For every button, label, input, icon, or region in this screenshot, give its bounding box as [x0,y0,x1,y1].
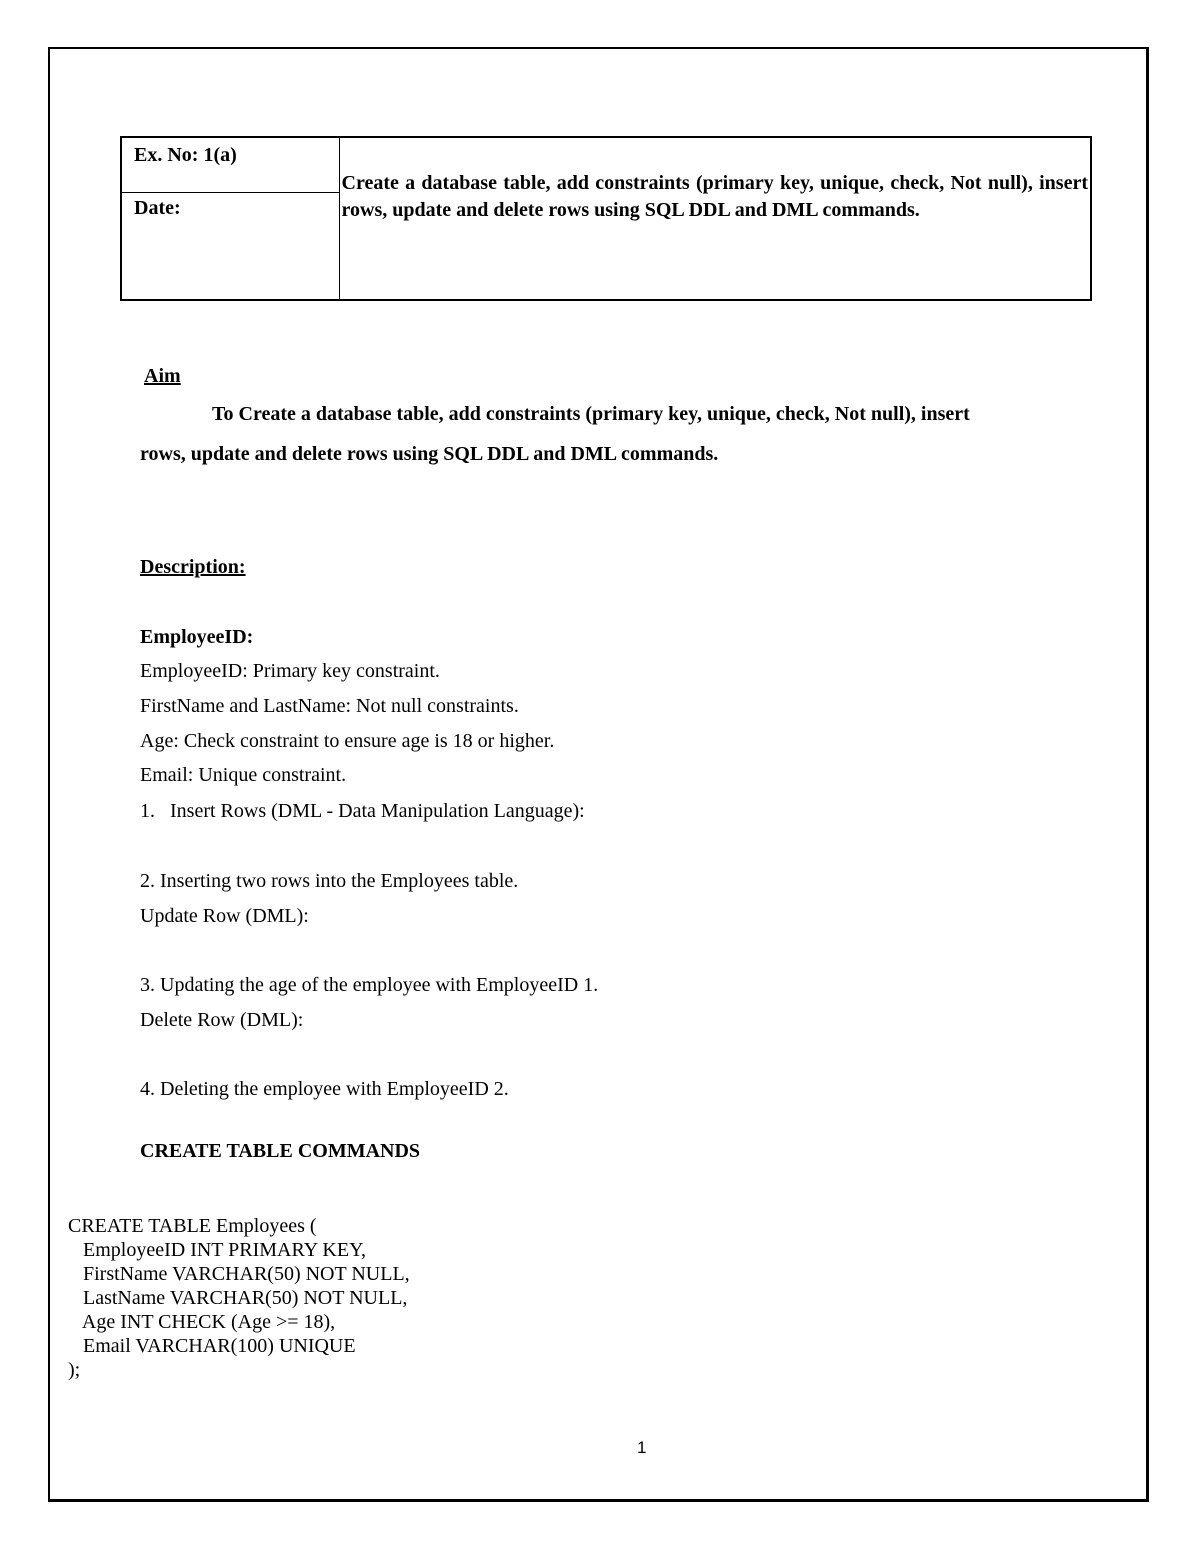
description-line: Age: Check constraint to ensure age is 18 or higher. [140,730,555,752]
description-line: 3. Updating the age of the employee with EmployeeID 1. [140,974,599,996]
description-line: 2. Inserting two rows into the Employees table. [140,870,519,892]
ex-no-cell: Ex. No: 1(a) [121,137,339,192]
description-line: EmployeeID: Primary key constraint. [140,660,440,682]
description-line: FirstName and LastName: Not null constraints. [140,695,519,717]
aim-text-line-1: To Create a database table, add constraints (primary key, unique, check, Not null), insert [212,403,970,425]
description-line: 1. Insert Rows (DML - Data Manipulation Language): [140,800,585,822]
exercise-header-table [120,136,1092,301]
description-line: Update Row (DML): [140,905,309,927]
page-number: 1 [637,1438,647,1457]
employeeid-subheading: EmployeeID: [140,626,254,648]
aim-heading: Aim [144,365,181,387]
description-line: Email: Unique constraint. [140,764,347,786]
date-cell: Date: [121,192,339,300]
sql-code-block: CREATE TABLE Employees ( EmployeeID INT PRIMARY KEY, FirstName VARCHAR(50) NOT NULL, LastName VARCHAR(50) NOT NULL, Age INT CHECK (Age >= 18), Email VARCHAR(100) UNIQUE ); [68,1215,410,1381]
description-line: Delete Row (DML): [140,1009,304,1031]
create-table-heading: CREATE TABLE COMMANDS [140,1140,421,1162]
aim-text-line-2: rows, update and delete rows using SQL DDL and DML commands. [140,443,719,465]
exercise-title: Create a database table, add constraints (primary key, unique, check, Not null), insert rows, update and delete rows using SQL DDL and DML commands. [339,137,1091,300]
description-line: 4. Deleting the employee with EmployeeID 2. [140,1078,509,1100]
description-heading: Description: [140,556,246,578]
